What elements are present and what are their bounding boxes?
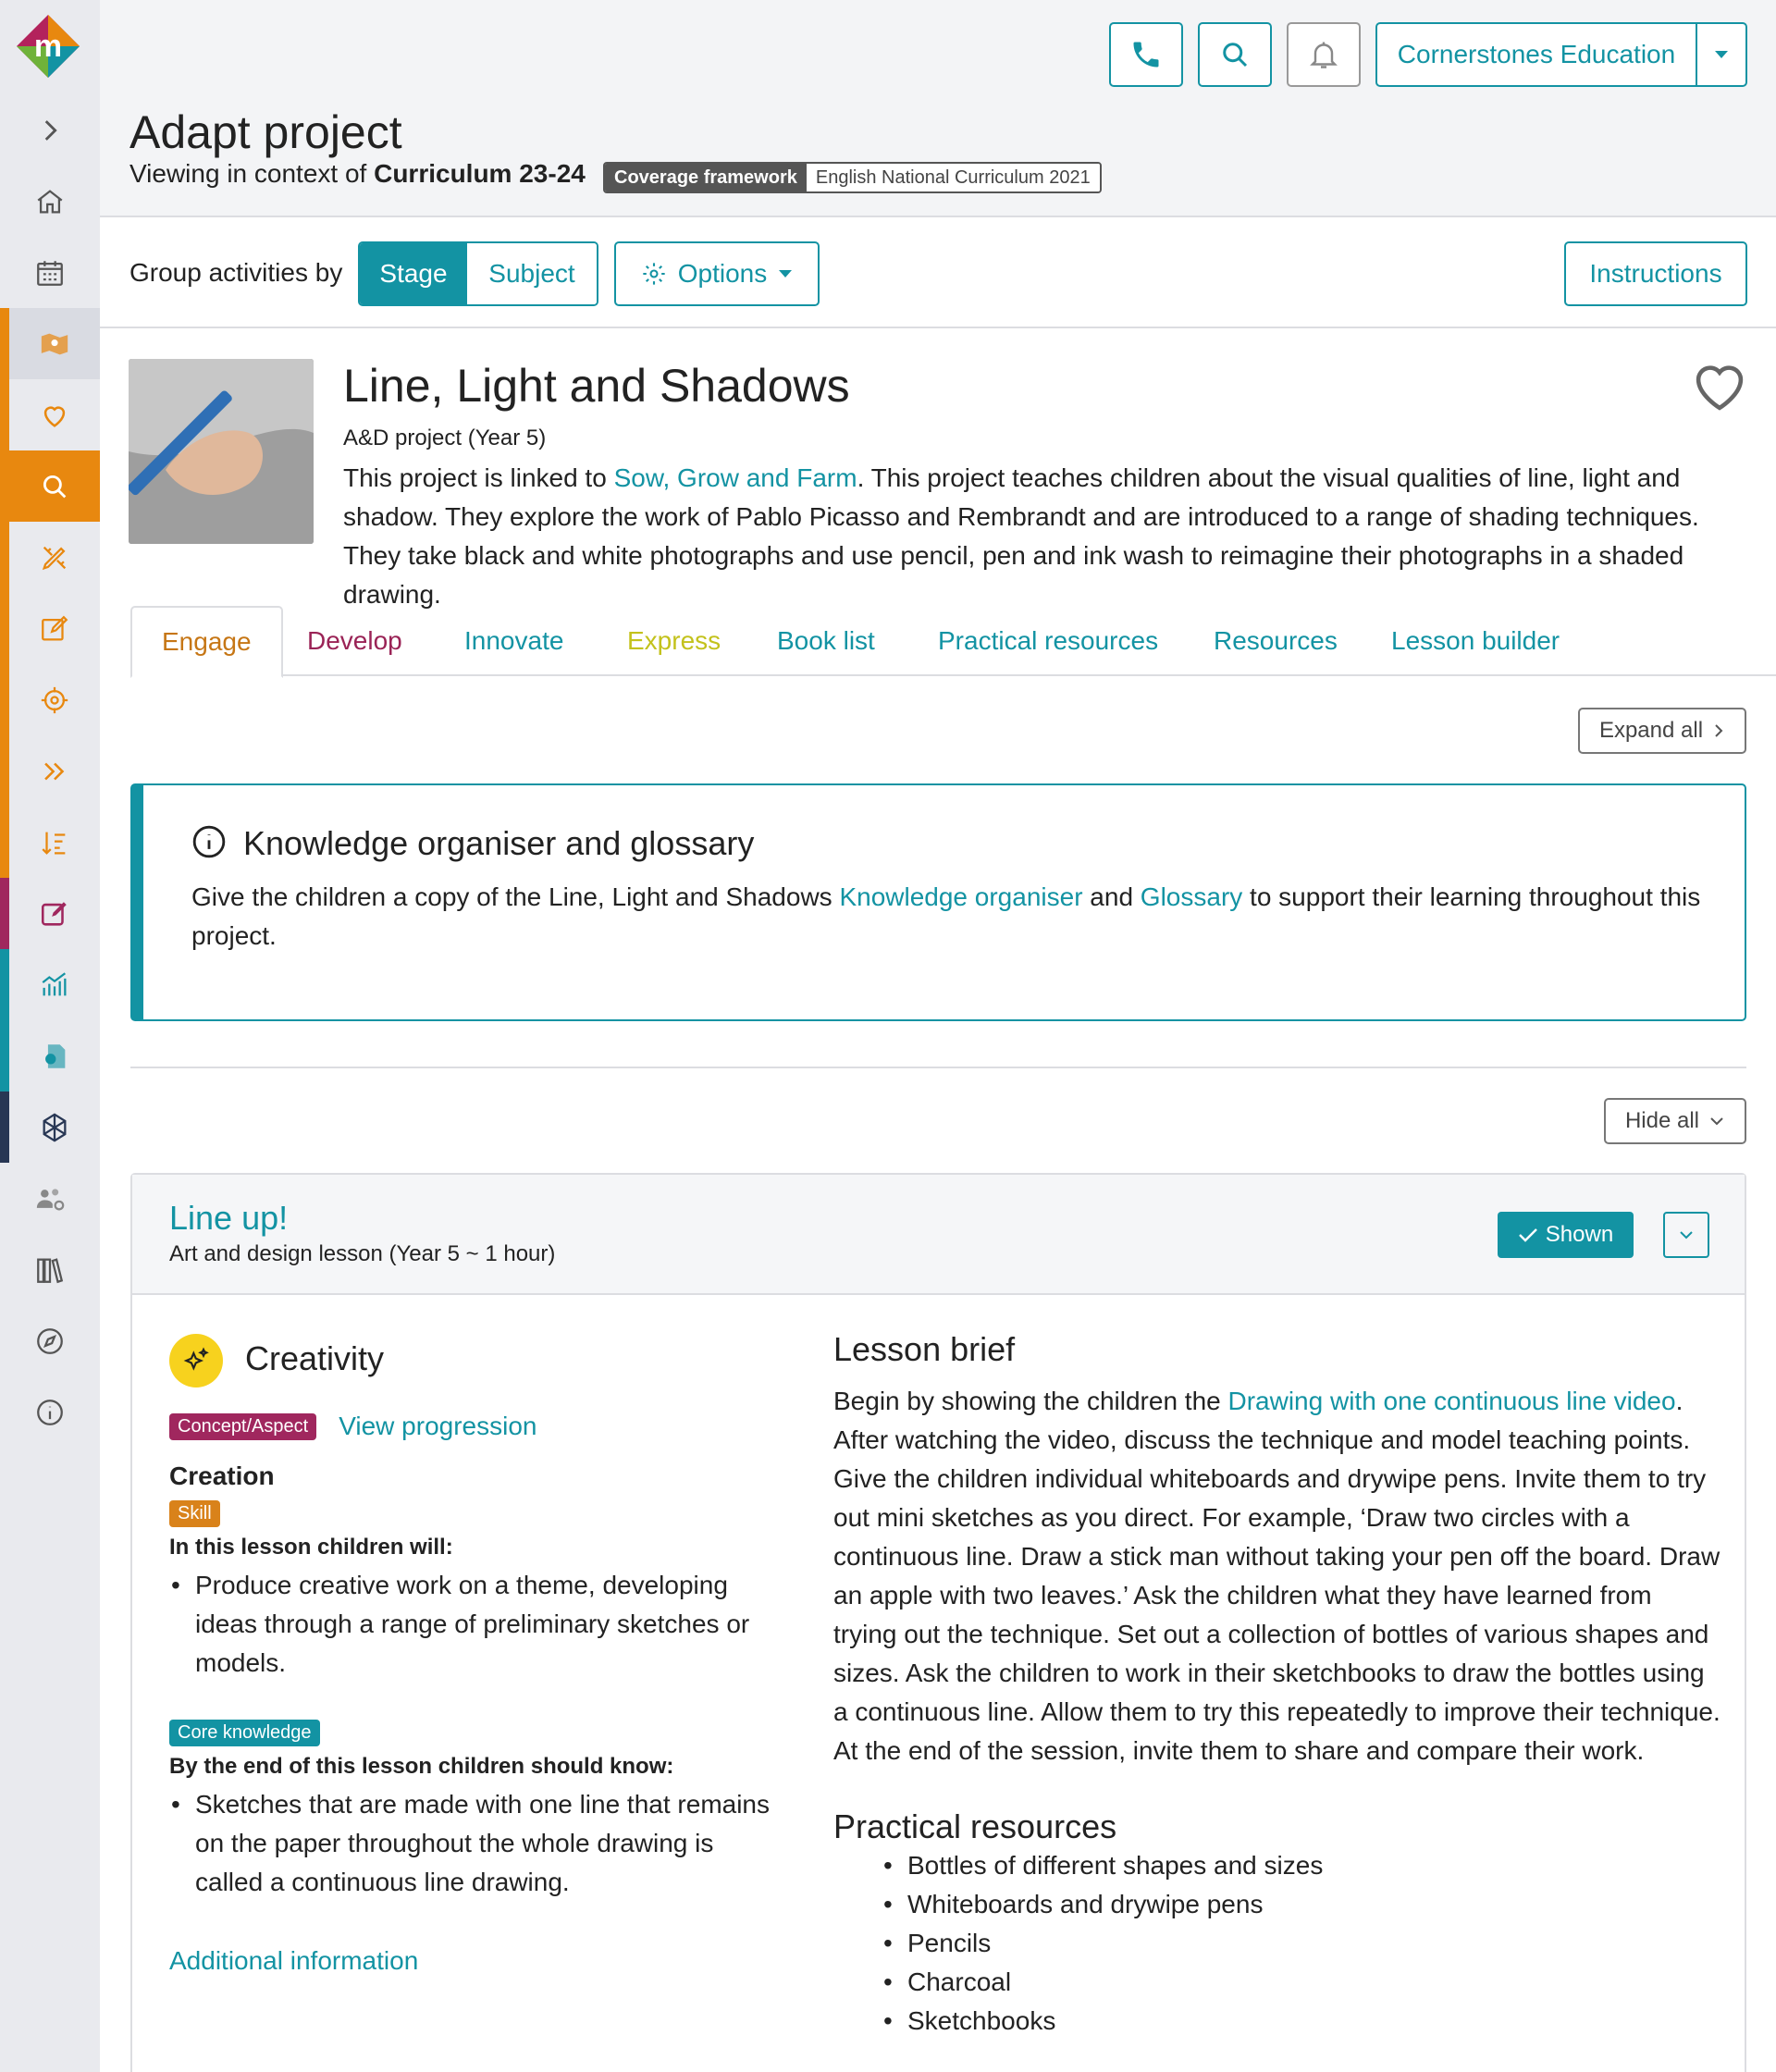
tab-engage[interactable] bbox=[130, 606, 283, 678]
pen-ruler-icon bbox=[39, 542, 70, 574]
svg-text:m: m bbox=[33, 29, 63, 64]
sidebar-item-edit[interactable] bbox=[0, 593, 100, 664]
lesson-header bbox=[132, 1175, 1745, 1295]
chevron-right-icon bbox=[1712, 722, 1725, 739]
lesson-brief-text bbox=[833, 1382, 1721, 1770]
tab-practical-resources[interactable] bbox=[938, 606, 1158, 676]
sidebar-item-analytics[interactable] bbox=[0, 949, 100, 1020]
sparkles-icon bbox=[181, 1346, 211, 1375]
calendar-icon bbox=[34, 257, 66, 289]
sidebar-item-design[interactable] bbox=[0, 522, 100, 593]
lesson-brief-title: Lesson brief bbox=[833, 1330, 1016, 1368]
creation-label: Creation bbox=[169, 1462, 275, 1490]
additional-information-link[interactable]: Additional information bbox=[169, 1946, 419, 1975]
tab-label: Practical resources bbox=[938, 626, 1159, 655]
toolbar bbox=[100, 219, 1776, 328]
lesson-card bbox=[130, 1173, 1746, 2072]
concept-row bbox=[169, 1406, 780, 1447]
sidebar-item-sort[interactable] bbox=[0, 807, 100, 878]
chevron-down-icon bbox=[1708, 1115, 1725, 1128]
sidebar-item-explore[interactable] bbox=[0, 1305, 100, 1376]
group-by-stage-button[interactable]: Stage bbox=[360, 243, 467, 304]
lesson-left-column bbox=[169, 1406, 780, 1976]
pencil-square-icon bbox=[39, 898, 70, 930]
tab-label: Innovate bbox=[464, 626, 564, 655]
desc-rest: . This project teaches children about the visual qualities of line, light and shadow. They explore the work of Pablo Picasso and Rembrandt and are introduced to a range of shading techniques. They take black and white photographs and use pencil, pen and ink wash to reimagine their photographs in a shaded drawing. bbox=[343, 463, 1699, 609]
organisation-name[interactable]: Cornerstones Education bbox=[1377, 24, 1697, 85]
list-item: • Charcoal bbox=[882, 1963, 1721, 2002]
tab-label: Book list bbox=[777, 626, 875, 655]
list-item: • Pencils bbox=[882, 1924, 1721, 1963]
section-divider bbox=[130, 1067, 1746, 1068]
sidebar-item-target[interactable] bbox=[0, 664, 100, 735]
organisation-dropdown-toggle[interactable] bbox=[1697, 24, 1745, 85]
tab-label: Resources bbox=[1214, 626, 1338, 655]
app-logo[interactable] bbox=[15, 13, 81, 80]
context-prefix: Viewing in context of bbox=[130, 159, 367, 188]
core-knowledge-list bbox=[169, 1785, 780, 1902]
linked-project-link[interactable]: Sow, Grow and Farm bbox=[613, 463, 857, 492]
lesson-collapse-button[interactable] bbox=[1663, 1212, 1709, 1258]
edit-icon bbox=[39, 613, 70, 645]
practical-resources-title: Practical resources bbox=[833, 1807, 1117, 1845]
target-icon bbox=[39, 684, 70, 716]
phone-button[interactable] bbox=[1109, 22, 1183, 87]
lesson-title[interactable]: Line up! bbox=[169, 1199, 289, 1237]
list-item: • Sketchbooks bbox=[882, 2002, 1721, 2041]
practical-resources-list bbox=[882, 1846, 1721, 2041]
sidebar-item-calendar[interactable] bbox=[0, 237, 100, 308]
list-item: • Whiteboards and drywipe pens bbox=[882, 1885, 1721, 1924]
info-icon bbox=[34, 1397, 66, 1428]
sort-icon bbox=[39, 827, 70, 858]
sidebar bbox=[0, 0, 100, 2072]
project-thumbnail bbox=[129, 359, 314, 544]
context-curriculum: Curriculum 23-24 bbox=[374, 159, 586, 188]
list-item: • Produce creative work on a theme, developing ideas through a range of preliminary sketches or models. bbox=[169, 1566, 780, 1683]
info-icon bbox=[191, 824, 227, 859]
group-activities-label: Group activities by bbox=[130, 258, 343, 287]
ko-text-suffix: to support their learning throughout this project. bbox=[191, 882, 1701, 950]
project-description bbox=[343, 459, 1749, 614]
map-icon bbox=[39, 328, 70, 360]
lesson-subtitle: Art and design lesson (Year 5 ~ 1 hour) bbox=[169, 1241, 556, 1266]
heart-icon bbox=[39, 400, 70, 431]
sidebar-item-library[interactable] bbox=[0, 1234, 100, 1305]
expand-all-button[interactable] bbox=[1578, 708, 1746, 754]
ko-text-mid: and bbox=[1090, 882, 1134, 911]
continuous-line-video-link[interactable]: Drawing with one continuous line video bbox=[1227, 1387, 1676, 1415]
bell-icon bbox=[1307, 38, 1340, 71]
tab-resources[interactable] bbox=[1214, 606, 1338, 676]
skill-badge: Skill bbox=[169, 1500, 220, 1527]
sidebar-item-home[interactable] bbox=[0, 166, 100, 237]
tab-book-list[interactable] bbox=[777, 606, 875, 676]
core-knowledge-badge: Core knowledge bbox=[169, 1720, 320, 1746]
skill-list bbox=[169, 1566, 780, 1683]
project-title: Line, Light and Shadows bbox=[343, 360, 850, 412]
knowledge-organiser-link[interactable]: Knowledge organiser bbox=[839, 882, 1083, 911]
sidebar-item-map[interactable] bbox=[0, 308, 100, 379]
page-header bbox=[100, 0, 1776, 217]
brief-prefix: Begin by showing the children the bbox=[833, 1387, 1221, 1415]
caret-down-icon bbox=[778, 269, 793, 278]
sidebar-item-progress[interactable] bbox=[0, 735, 100, 807]
options-label: Options bbox=[677, 259, 768, 288]
core-intro: By the end of this lesson children should know: bbox=[169, 1754, 674, 1779]
shown-toggle-button[interactable] bbox=[1498, 1212, 1634, 1258]
search-icon bbox=[1218, 38, 1252, 71]
search-button[interactable] bbox=[1198, 22, 1272, 87]
ko-text-prefix: Give the children a copy of the Line, Light and Shadows bbox=[191, 882, 832, 911]
tab-develop[interactable] bbox=[307, 606, 402, 676]
group-by-subject-button[interactable]: Subject bbox=[467, 243, 597, 304]
heart-icon bbox=[1691, 361, 1748, 413]
expand-sidebar-button[interactable] bbox=[0, 94, 100, 166]
expand-all-label: Expand all bbox=[1598, 718, 1704, 743]
glossary-link[interactable]: Glossary bbox=[1140, 882, 1243, 911]
gear-icon bbox=[641, 261, 667, 287]
books-icon bbox=[34, 1254, 66, 1286]
skill-intro: In this lesson children will: bbox=[169, 1535, 453, 1560]
search-icon bbox=[39, 471, 70, 502]
organisation-switcher[interactable] bbox=[1375, 22, 1747, 87]
view-progression-link[interactable]: View progression bbox=[339, 1412, 537, 1440]
phone-icon bbox=[1129, 38, 1163, 71]
sidebar-item-favourites[interactable] bbox=[0, 379, 100, 450]
concept-badge: Concept/Aspect bbox=[169, 1413, 316, 1440]
check-icon bbox=[1518, 1227, 1538, 1243]
coverage-framework-tag bbox=[603, 162, 1102, 193]
page-title: Adapt project bbox=[130, 106, 402, 158]
framework-value: English National Curriculum 2021 bbox=[807, 164, 1100, 191]
tab-label: Lesson builder bbox=[1391, 626, 1560, 655]
chart-icon bbox=[39, 969, 70, 1001]
tab-innovate[interactable] bbox=[464, 606, 563, 676]
sidebar-item-info[interactable] bbox=[0, 1376, 100, 1448]
hide-all-button[interactable] bbox=[1604, 1098, 1746, 1144]
notifications-button[interactable] bbox=[1287, 22, 1361, 87]
group-by-toggle bbox=[358, 241, 598, 306]
shown-label: Shown bbox=[1545, 1222, 1614, 1247]
knowledge-organiser-box bbox=[130, 783, 1746, 1021]
framework-key: Coverage framework bbox=[605, 164, 807, 191]
knowledge-organiser-title: Knowledge organiser and glossary bbox=[243, 824, 755, 862]
sidebar-item-users[interactable] bbox=[0, 1163, 100, 1234]
sidebar-item-assessment[interactable] bbox=[0, 878, 100, 949]
lesson-right-column bbox=[833, 1330, 1721, 2041]
tab-label: Engage bbox=[162, 627, 252, 656]
tab-label: Develop bbox=[307, 626, 402, 655]
sidebar-item-search[interactable] bbox=[0, 450, 100, 522]
tab-express[interactable] bbox=[627, 606, 721, 676]
knowledge-organiser-text bbox=[191, 878, 1708, 956]
chevron-right-icon bbox=[34, 115, 66, 146]
double-chevron-icon bbox=[39, 756, 70, 787]
brief-rest: . After watching the video, discuss the technique and model teaching points. Give the children individual whiteboards and drywipe pens. Invite them to try out mini sketches as you direct. For example, ‘Draw two circles with a continuous line. Draw a stick man without taking your pen off the board. Draw an apple with two leaves.’ Ask the children what they have learned from trying out the technique. Set out a collection of bottles of various shapes and sizes. Ask the children to work in their sketchbooks to draw the bottles using a continuous line. Allow them to try this repeatedly to improve their technique. At the end of the session, invite them to share and compare their work. bbox=[833, 1387, 1720, 1765]
options-dropdown[interactable] bbox=[614, 241, 820, 306]
sidebar-item-documents[interactable] bbox=[0, 1020, 100, 1092]
project-subtitle: A&D project (Year 5) bbox=[343, 426, 547, 450]
instructions-button[interactable]: Instructions bbox=[1564, 241, 1747, 306]
document-badge-icon bbox=[39, 1041, 70, 1072]
users-gear-icon bbox=[34, 1183, 66, 1215]
home-icon bbox=[34, 186, 66, 217]
creativity-icon bbox=[169, 1334, 223, 1388]
chevron-down-icon bbox=[1678, 1228, 1695, 1241]
network-icon bbox=[39, 1112, 70, 1143]
list-item: • Sketches that are made with one line that remains on the paper throughout the whole drawing is called a continuous line drawing. bbox=[169, 1785, 780, 1902]
context-line bbox=[130, 159, 586, 189]
desc-prefix: This project is linked to bbox=[343, 463, 607, 492]
stage-tabs bbox=[130, 606, 1776, 676]
sidebar-item-network[interactable] bbox=[0, 1092, 100, 1163]
caret-down-icon bbox=[1713, 49, 1730, 60]
list-item: • Bottles of different shapes and sizes bbox=[882, 1846, 1721, 1885]
favourite-button[interactable] bbox=[1691, 361, 1748, 413]
hide-all-label: Hide all bbox=[1624, 1108, 1700, 1133]
tab-lesson-builder[interactable] bbox=[1391, 606, 1560, 676]
compass-icon bbox=[34, 1326, 66, 1357]
creativity-title: Creativity bbox=[245, 1339, 385, 1377]
tab-label: Express bbox=[627, 626, 722, 655]
